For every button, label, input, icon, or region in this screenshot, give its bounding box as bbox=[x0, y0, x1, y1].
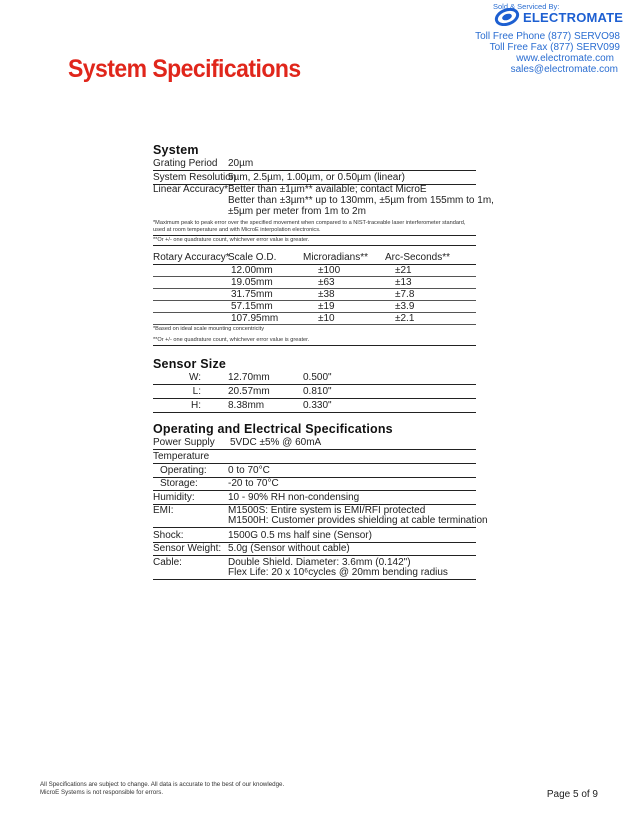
concentricity-footnote: *Based on ideal scale mounting concentricity bbox=[153, 326, 265, 332]
page-number: Page 5 of 9 bbox=[546, 789, 598, 800]
spec-row-weight bbox=[153, 543, 476, 556]
phone-number: Toll Free Phone (877) SERVO98 bbox=[475, 31, 620, 42]
page-title: System Specifications bbox=[68, 55, 301, 83]
spec-row-operating-temp bbox=[153, 465, 476, 478]
sold-by-label: Sold & Serviced By: bbox=[493, 2, 560, 11]
grating-label: Grating Period bbox=[153, 158, 218, 169]
rotary-cell: ±2.1 bbox=[395, 313, 415, 324]
electromate-logo[interactable] bbox=[494, 7, 623, 27]
spec-row-linear-accuracy bbox=[153, 184, 494, 217]
disclaimer-line: MicroE Systems is not responsible for errors. bbox=[40, 789, 164, 796]
temperature-label: Temperature bbox=[153, 451, 210, 462]
rotary-cell: ±10 bbox=[318, 313, 335, 324]
fax-number: Toll Free Fax (877) SERV099 bbox=[489, 42, 620, 53]
rotary-table-row bbox=[153, 301, 476, 313]
rotary-cell: ±13 bbox=[395, 277, 412, 288]
rotary-cell: ±38 bbox=[318, 289, 335, 300]
cable-line: Flex Life: 20 x 10⁶cycles @ 20mm bending radius bbox=[228, 567, 448, 578]
power-value: 5VDC ±5% @ 60mA bbox=[230, 437, 322, 448]
accuracy-line: Better than ±1µm** available; contact MicroE bbox=[228, 184, 427, 195]
dimension-inch: 0.500" bbox=[303, 372, 332, 383]
system-heading: System bbox=[153, 143, 199, 157]
spec-row-emi bbox=[153, 505, 488, 528]
rotary-cell: ±3.9 bbox=[395, 301, 415, 312]
accuracy-label: Linear Accuracy* bbox=[153, 184, 229, 195]
storage-value: -20 to 70°C bbox=[228, 478, 279, 489]
accuracy-line: Better than ±3µm** up to 130mm, ±5µm from 155mm to 1m, bbox=[228, 195, 494, 206]
rotary-cell: ±19 bbox=[318, 301, 335, 312]
spec-row-storage-temp bbox=[153, 478, 476, 491]
brand-name: ELECTROMATE bbox=[523, 9, 624, 25]
grating-value: 20µm bbox=[228, 158, 254, 169]
humidity-label: Humidity: bbox=[153, 492, 195, 503]
dimension-label: H: bbox=[191, 400, 201, 411]
dimension-inch: 0.330" bbox=[303, 400, 332, 411]
cable-label: Cable: bbox=[153, 557, 182, 568]
rotary-table-row bbox=[153, 289, 476, 301]
rotary-cell: 19.05mm bbox=[231, 277, 273, 288]
humidity-value: 10 - 90% RH non-condensing bbox=[228, 492, 360, 503]
sensor-size-row bbox=[153, 386, 476, 399]
resolution-label: System Resolution bbox=[153, 172, 237, 183]
rotary-cell: 12.00mm bbox=[231, 265, 273, 276]
rotary-col-header: Scale O.D. bbox=[228, 252, 277, 263]
rotary-label: Rotary Accuracy* bbox=[153, 252, 230, 263]
rotary-table-row bbox=[153, 313, 476, 325]
emi-label: EMI: bbox=[153, 505, 174, 516]
rotary-col-header: Microradians** bbox=[303, 252, 369, 263]
spec-row-humidity bbox=[153, 492, 476, 505]
rotary-cell: ±7.8 bbox=[395, 289, 415, 300]
spec-row-grating bbox=[153, 158, 476, 171]
divider bbox=[153, 345, 476, 346]
disclaimer-line: All Specifications are subject to change. All data is accurate to the best of our knowledge. bbox=[40, 781, 285, 788]
rotary-cell: ±63 bbox=[318, 277, 335, 288]
operating-label: Operating: bbox=[160, 465, 207, 476]
dimension-label: L: bbox=[192, 386, 201, 397]
rotary-header-row bbox=[153, 252, 476, 265]
rotary-cell: 31.75mm bbox=[231, 289, 273, 300]
accuracy-line: ±5µm per meter from 1m to 2m bbox=[228, 206, 366, 217]
divider bbox=[153, 235, 476, 236]
dimension-label: W: bbox=[188, 372, 201, 383]
shock-value: 1500G 0.5 ms half sine (Sensor) bbox=[228, 530, 372, 541]
sensor-size-row bbox=[153, 400, 476, 413]
quadrature-footnote: **Or +/- one quadrature count, whichever error value is greater. bbox=[153, 237, 310, 243]
dimension-mm: 12.70mm bbox=[228, 372, 270, 383]
rotary-cell: ±21 bbox=[395, 265, 412, 276]
weight-value: 5.0g (Sensor without cable) bbox=[228, 543, 350, 554]
dimension-inch: 0.810" bbox=[303, 386, 332, 397]
rotary-table-row bbox=[153, 265, 476, 277]
rotary-cell: 57.15mm bbox=[231, 301, 273, 312]
email-link[interactable]: sales@electromate.com bbox=[510, 64, 618, 75]
rotary-cell: 107.95mm bbox=[231, 313, 279, 324]
divider bbox=[153, 245, 476, 246]
dimension-mm: 20.57mm bbox=[228, 386, 270, 397]
emi-line: M1500H: Customer provides shielding at cable termination bbox=[228, 515, 488, 526]
accuracy-footnote bbox=[153, 220, 465, 234]
footnote-line: used at room temperature and with MicroE interpolation electronics. bbox=[153, 227, 321, 233]
sensor-size-row bbox=[153, 372, 476, 385]
cable-line: Double Shield. Diameter: 3.6mm (0.142") bbox=[228, 557, 411, 568]
disclaimer bbox=[40, 781, 284, 797]
dimension-mm: 8.38mm bbox=[228, 400, 265, 411]
spec-row-temperature bbox=[153, 451, 476, 464]
operating-heading: Operating and Electrical Specifications bbox=[153, 422, 393, 436]
rotary-col-header: Arc-Seconds** bbox=[385, 252, 451, 263]
rotary-table-row bbox=[153, 277, 476, 289]
spec-row-shock bbox=[153, 530, 476, 543]
storage-label: Storage: bbox=[160, 478, 198, 489]
rotary-cell: ±100 bbox=[318, 265, 341, 276]
emi-line: M1500S: Entire system is EMI/RFI protected bbox=[228, 505, 426, 516]
spec-row-cable bbox=[153, 557, 476, 580]
power-label: Power Supply bbox=[153, 437, 215, 448]
spec-row-power bbox=[153, 437, 476, 450]
quadrature-footnote: **Or +/- one quadrature count, whichever error value is greater. bbox=[153, 337, 310, 343]
website-link[interactable]: www.electromate.com bbox=[516, 53, 614, 64]
sensor-size-heading: Sensor Size bbox=[153, 357, 227, 371]
shock-label: Shock: bbox=[153, 530, 184, 541]
footnote-line: *Maximum peak to peak error over the specified movement when compared to a NIST-traceable laser interferometer standard, bbox=[153, 220, 466, 226]
electromate-logo-icon bbox=[494, 8, 520, 26]
weight-label: Sensor Weight: bbox=[153, 543, 222, 554]
resolution-value: 5µm, 2.5µm, 1.00µm, or 0.50µm (linear) bbox=[228, 172, 405, 183]
operating-value: 0 to 70°C bbox=[228, 465, 270, 476]
